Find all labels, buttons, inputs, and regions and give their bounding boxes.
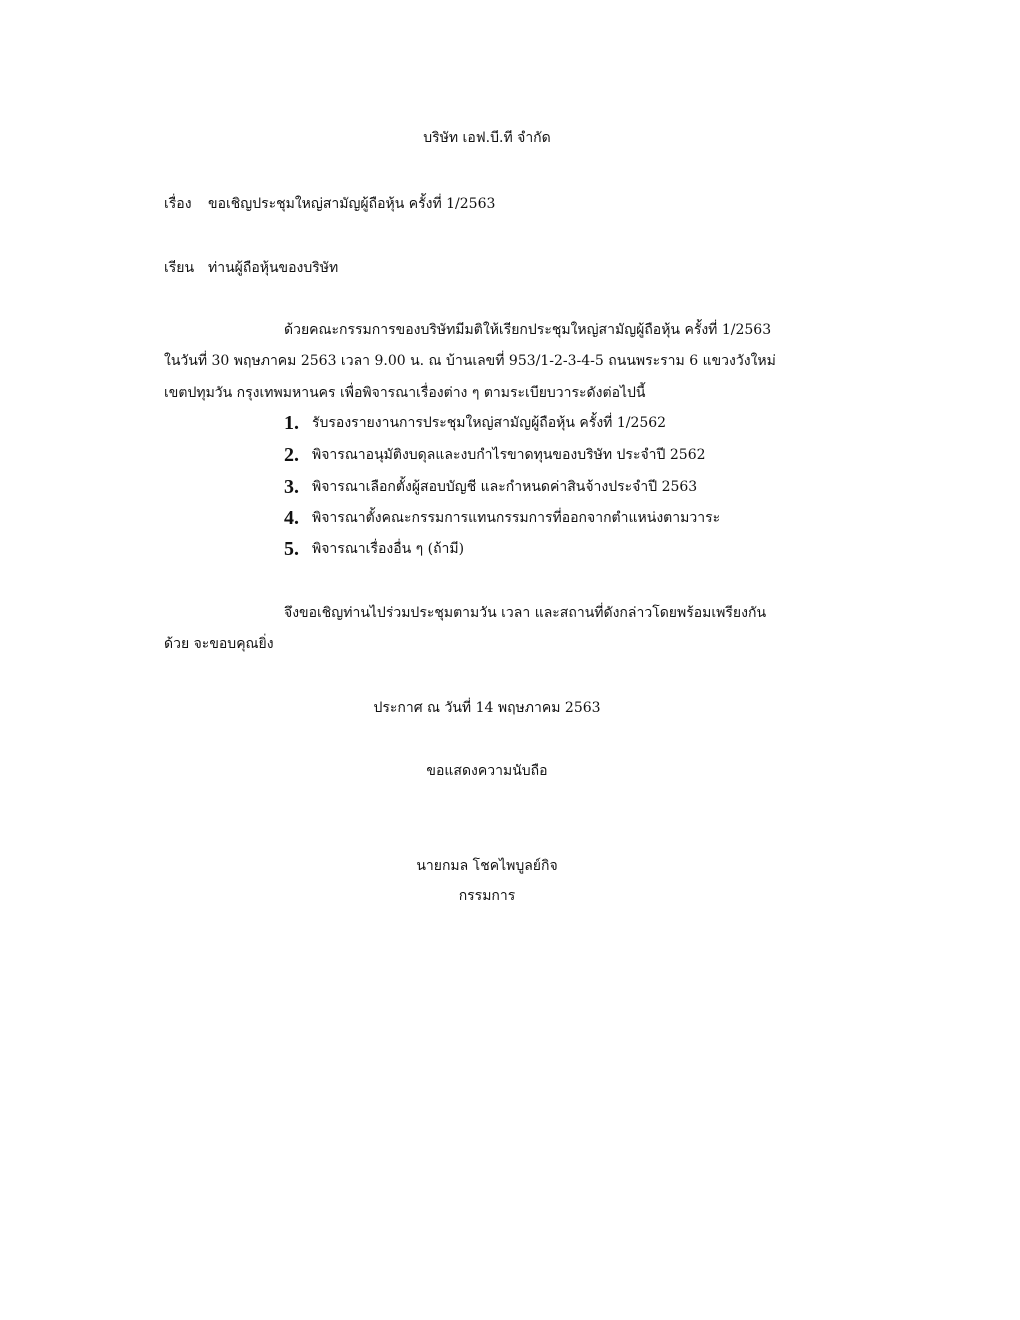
agenda-number: 3. xyxy=(284,476,299,498)
regards-text: ขอแสดงความนับถือ xyxy=(426,763,548,779)
signer-title: กรรมการ xyxy=(458,888,516,904)
agenda-number: 2. xyxy=(284,444,299,466)
recipient-label: เรียน xyxy=(164,260,195,276)
subject-label: เรื่อง xyxy=(164,196,192,212)
company-name: บริษัท เอฟ.บี.ที จำกัด xyxy=(423,130,551,146)
agenda-number: 5. xyxy=(284,538,299,560)
agenda-number: 4. xyxy=(284,507,299,529)
agenda-item-1 xyxy=(284,413,666,433)
agenda-item-3 xyxy=(284,477,697,497)
agenda-number: 1. xyxy=(284,412,299,434)
subject-line xyxy=(164,194,495,214)
closing-line-2: ด้วย จะขอบคุณยิ่ง xyxy=(164,636,274,652)
agenda-item-4 xyxy=(284,508,720,528)
agenda-item-2 xyxy=(284,445,706,465)
agenda-text: พิจารณาอนุมัติงบดุลและงบกำไรขาดทุนของบริษัท ประจำปี 2562 xyxy=(312,447,706,463)
body-line-3: เขตปทุมวัน กรุงเทพมหานคร เพื่อพิจารณาเรื่องต่าง ๆ ตามระเบียบวาระดังต่อไปนี้ xyxy=(164,385,646,401)
agenda-text: พิจารณาเรื่องอื่น ๆ (ถ้ามี) xyxy=(312,541,465,557)
agenda-text: พิจารณาเลือกตั้งผู้สอบบัญชี และกำหนดค่าสินจ้างประจำปี 2563 xyxy=(312,479,698,495)
agenda-text: รับรองรายงานการประชุมใหญ่สามัญผู้ถือหุ้น ครั้งที่ 1/2562 xyxy=(312,415,667,431)
agenda-text: พิจารณาตั้งคณะกรรมการแทนกรรมการที่ออกจากตำแหน่งตามวาระ xyxy=(312,510,721,526)
agenda-item-5 xyxy=(284,539,464,559)
subject-text: ขอเชิญประชุมใหญ่สามัญผู้ถือหุ้น ครั้งที่ 1/2563 xyxy=(208,196,496,212)
body-line-1: ด้วยคณะกรรมการของบริษัทมีมติให้เรียกประชุมใหญ่สามัญผู้ถือหุ้น ครั้งที่ 1/2563 xyxy=(284,322,772,338)
closing-line-1: จึงขอเชิญท่านไปร่วมประชุมตามวัน เวลา และสถานที่ดังกล่าวโดยพร้อมเพรียงกัน xyxy=(284,605,767,621)
recipient-text: ท่านผู้ถือหุ้นของบริษัท xyxy=(208,260,339,276)
body-line-2: ในวันที่ 30 พฤษภาคม 2563 เวลา 9.00 น. ณ บ้านเลขที่ 953/1-2-3-4-5 ถนนพระราม 6 แขวงวังใหม่ xyxy=(164,353,776,369)
signer-name: นายกมล โชคไพบูลย์กิจ xyxy=(416,858,558,874)
announcement-date: ประกาศ ณ วันที่ 14 พฤษภาคม 2563 xyxy=(373,700,601,716)
recipient-line xyxy=(164,258,338,278)
